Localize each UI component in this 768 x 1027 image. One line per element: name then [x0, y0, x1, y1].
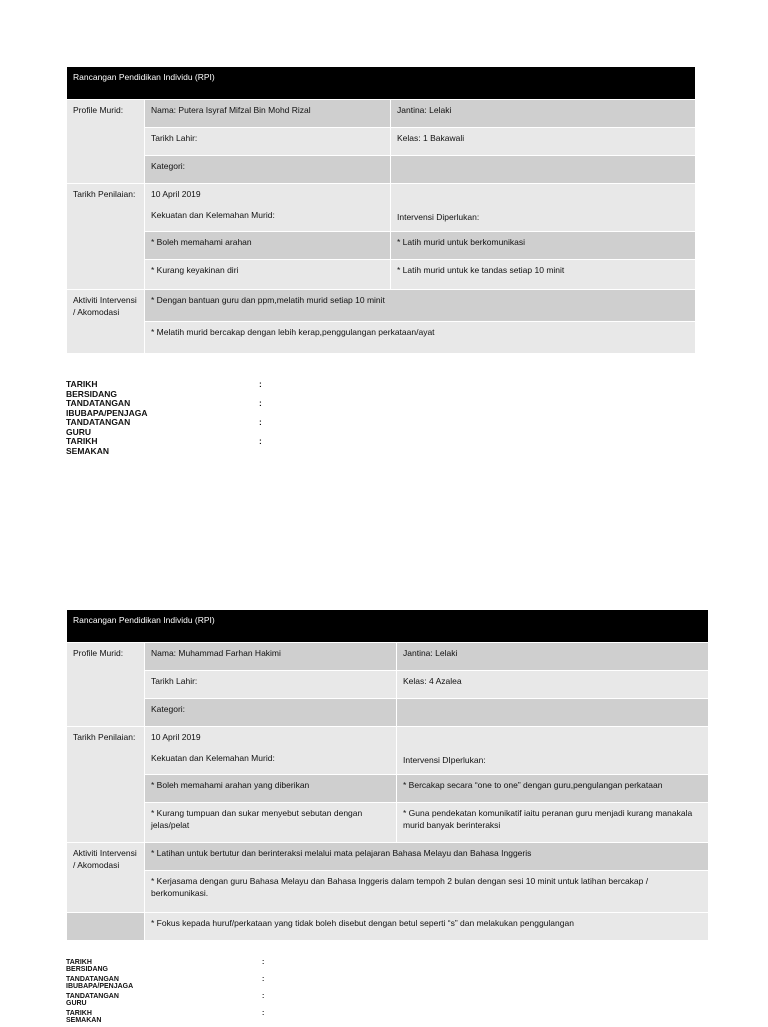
tarikh-penilaian-value: 10 April 2019	[151, 189, 201, 199]
aktiviti-item: * Melatih murid bercakap dengan lebih kerap,penggulangan perkataan/ayat	[145, 322, 696, 354]
form-title: Rancangan Pendidikan Individu (RPI)	[67, 67, 696, 100]
rpi-form-2	[66, 609, 709, 941]
kekuatan-label: Kekuatan dan Kelemahan Murid:	[151, 210, 275, 220]
kekuatan-item: * Kurang keyakinan diri	[145, 260, 391, 290]
aktiviti-item: * Fokus kepada huruf/perkataan yang tidak boleh disebut dengan betul seperti “s” dan melakukan penggulangan	[145, 913, 709, 941]
intervensi-item: * Guna pendekatan komunikatif iaitu peranan guru menjadi kurang manakala murid banyak berinteraksi	[397, 803, 709, 843]
intervensi-label: Intervensi DIperlukan:	[397, 727, 709, 775]
rpi-form-1	[66, 66, 696, 354]
kekuatan-item: * Kurang tumpuan dan sukar menyebut sebutan dengan jelas/pelat	[145, 803, 397, 843]
aktiviti-label-empty	[67, 913, 145, 941]
tarikh-penilaian-label: Tarikh Penilaian:	[67, 184, 145, 290]
kategori-field: Kategori:	[145, 699, 397, 727]
aktiviti-label: Aktiviti Intervensi / Akomodasi	[67, 290, 145, 354]
colon: :	[259, 436, 262, 446]
jantina-field: Jantina: Lelaki	[397, 643, 709, 671]
kekuatan-header	[145, 727, 397, 775]
tarikh-penilaian-label: Tarikh Penilaian:	[67, 727, 145, 843]
kekuatan-label: Kekuatan dan Kelemahan Murid:	[151, 753, 275, 763]
tandatangan-ibubapa-label: TANDATANGAN IBUBAPA/PENJAGA	[66, 976, 134, 990]
colon: :	[262, 993, 265, 1000]
profile-label: Profile Murid:	[67, 643, 145, 727]
form-title: Rancangan Pendidikan Individu (RPI)	[67, 610, 709, 643]
aktiviti-item: * Kerjasama dengan guru Bahasa Melayu dan Bahasa Inggeris dalam tempoh 2 bulan dengan sesi 10 minit untuk latihan bercakap / berkomunikasi.	[145, 871, 709, 913]
intervensi-item: * Latih murid untuk berkomunikasi	[391, 232, 696, 260]
tarikh-penilaian-value: 10 April 2019	[151, 732, 201, 742]
tarikh-lahir-field: Tarikh Lahir:	[145, 671, 397, 699]
tandatangan-ibubapa-label: TANDATANGAN IBUBAPA/PENJAGA	[66, 398, 148, 418]
kelas-field: Kelas: 1 Bakawali	[391, 128, 696, 156]
aktiviti-label: Aktiviti Intervensi / Akomodasi	[67, 843, 145, 913]
tarikh-semakan-label: TARIKH SEMAKAN	[66, 1010, 102, 1024]
kekuatan-item: * Boleh memahami arahan yang diberikan	[145, 775, 397, 803]
kekuatan-header	[145, 184, 391, 232]
tandatangan-guru-label: TANDATANGAN GURU	[66, 993, 119, 1007]
nama-field: Nama: Putera Isyraf Mifzal Bin Mohd Rizal	[145, 100, 391, 128]
colon: :	[262, 1010, 265, 1017]
profile-label: Profile Murid:	[67, 100, 145, 184]
aktiviti-item: * Dengan bantuan guru dan ppm,melatih murid setiap 10 minit	[145, 290, 696, 322]
nama-field: Nama: Muhammad Farhan Hakimi	[145, 643, 397, 671]
tarikh-bersidang-label: TARIKH BERSIDANG	[66, 379, 118, 399]
tarikh-bersidang-label: TARIKH BERSIDANG	[66, 959, 109, 973]
tarikh-semakan-label: TARIKH SEMAKAN	[66, 436, 109, 456]
intervensi-label: Intervensi Diperlukan:	[391, 184, 696, 232]
tandatangan-guru-label: TANDATANGAN GURU	[66, 417, 131, 437]
aktiviti-item: * Latihan untuk bertutur dan berinteraksi melalui mata pelajaran Bahasa Melayu dan Bahasa Inggeris	[145, 843, 709, 871]
tarikh-lahir-field: Tarikh Lahir:	[145, 128, 391, 156]
colon: :	[262, 959, 265, 966]
colon: :	[259, 417, 262, 427]
kekuatan-item: * Boleh memahami arahan	[145, 232, 391, 260]
intervensi-item: * Bercakap secara “one to one” dengan guru,pengulangan perkataan	[397, 775, 709, 803]
colon: :	[259, 398, 262, 408]
kategori-value	[397, 699, 709, 727]
intervensi-item: * Latih murid untuk ke tandas setiap 10 minit	[391, 260, 696, 290]
colon: :	[262, 976, 265, 983]
kategori-value	[391, 156, 696, 184]
jantina-field: Jantina: Lelaki	[391, 100, 696, 128]
kelas-field: Kelas: 4 Azalea	[397, 671, 709, 699]
colon: :	[259, 379, 262, 389]
kategori-field: Kategori:	[145, 156, 391, 184]
